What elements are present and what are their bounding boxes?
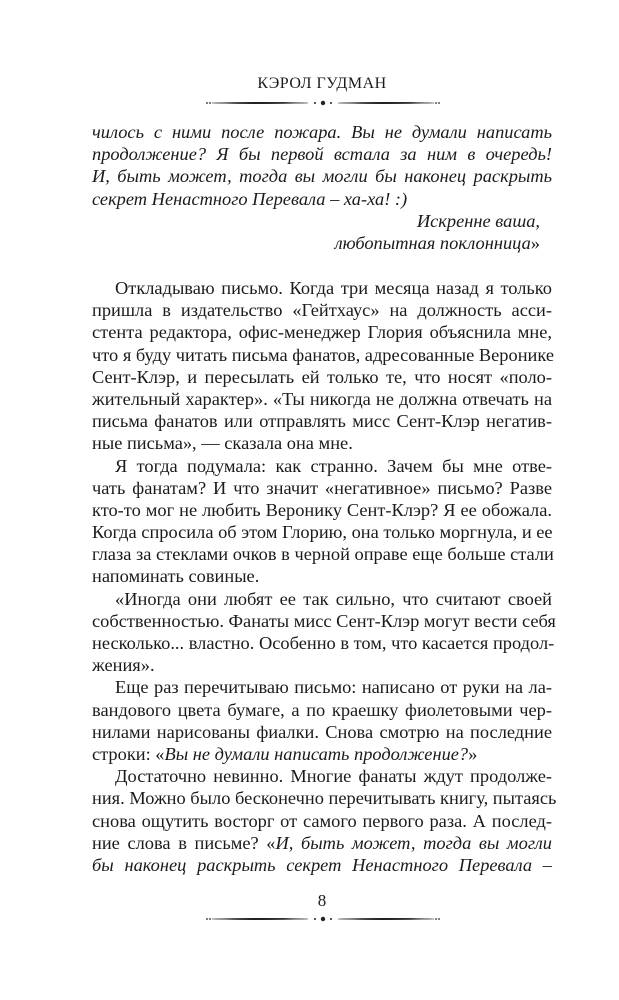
text: Еще раз перечитываю письмо: написано от руки на ла-	[115, 677, 552, 698]
text: Я тогда подумала: как странно. Зачем бы мне отве-	[115, 455, 552, 476]
text-line	[92, 832, 552, 854]
text: Откладываю письмо. Когда три месяца назад я только	[115, 278, 552, 298]
text: несколько... властно. Особенно в том, что касается продол-	[92, 633, 555, 653]
text-line	[92, 765, 552, 787]
text-line	[92, 410, 552, 432]
text: ные письма», — сказала она мне.	[92, 433, 353, 454]
text-line	[92, 699, 552, 721]
text-line	[92, 499, 552, 521]
text: ния. Можно было бесконечно перечитывать книгу, пытаясь	[92, 788, 557, 809]
text-line	[92, 854, 552, 876]
text-line	[92, 143, 552, 165]
text-line	[92, 632, 555, 654]
footer-ornament	[205, 914, 441, 924]
text-line	[92, 432, 552, 454]
italic-text: И, быть может, тогда вы могли бы наконец раскрыть	[92, 166, 552, 187]
text-line	[92, 388, 552, 410]
page-number: 8	[317, 891, 327, 910]
italic-text: чилось с ними после пожара. Вы не думали написать	[92, 122, 552, 142]
text-line	[92, 277, 552, 299]
text-line	[92, 588, 552, 610]
text-line	[92, 610, 556, 632]
text: ние слова в письме? «	[92, 832, 276, 853]
text: глаза за стеклами очков в черной оправе еще больше стали	[92, 544, 554, 565]
text-line	[92, 521, 552, 543]
text-line	[92, 344, 555, 366]
running-header-author: КЭРОЛ ГУДМАН	[257, 75, 387, 92]
text-line	[92, 188, 552, 210]
text-line	[92, 743, 552, 765]
body-text	[92, 277, 557, 876]
text-line	[92, 654, 552, 676]
text: »	[468, 743, 478, 764]
text: Когда спросила об этом Глорию, она только моргнула, и ее	[92, 522, 553, 543]
italic-text: Вы не думали написать продолжение?	[164, 743, 469, 764]
italic-text: Искренне ваша,	[416, 210, 540, 231]
text: «Иногда они любят ее так сильно, что считают своей	[115, 588, 552, 609]
text: что я буду читать письма фанатов, адресованные Веронике	[92, 344, 555, 365]
italic-text: любопытная поклонница	[334, 232, 531, 253]
text-line	[92, 676, 552, 698]
text-line	[92, 810, 552, 832]
text-line	[92, 477, 552, 499]
text: напоминать совиные.	[92, 566, 260, 587]
letter-excerpt	[92, 121, 552, 254]
text: жения».	[92, 655, 155, 676]
text-line	[92, 543, 552, 565]
text: собственностью. Фанаты мисс Сент-Клэр могут вести себя	[92, 610, 556, 631]
text: пришла в издательство «Гейтхаус» на должность асси-	[92, 300, 552, 321]
text: Достаточно невинно. Многие фанаты ждут продолже-	[115, 766, 552, 787]
italic-text: бы наконец раскрыть секрет Ненастного Перевала –	[92, 854, 552, 875]
text-line	[92, 565, 552, 587]
text-line	[92, 321, 552, 343]
text: снова ощутить восторг от самого первого раза. А послед-	[92, 810, 552, 831]
text: нилами нарисованы фиалки. Снова смотрю на последние	[92, 721, 552, 742]
text-line	[92, 366, 552, 388]
text: стента редактора, офис-менеджер Глория объяснила мне,	[92, 322, 552, 343]
text: строки: «	[92, 743, 165, 764]
text: »	[530, 232, 540, 253]
text-line	[92, 299, 552, 321]
italic-text: продолжение? Я бы первой встала за ним в очередь!	[92, 144, 552, 165]
text: чать фанатам? И что значит «негативное» письмо? Разве	[92, 477, 552, 498]
text-line	[92, 721, 552, 743]
italic-text: И, быть может, тогда вы могли	[275, 832, 553, 853]
header-ornament	[205, 98, 441, 108]
text-line	[92, 121, 552, 143]
text-line	[92, 165, 552, 187]
text-line	[92, 455, 552, 477]
text: кто-то мог не любить Веронику Сент-Клэр? Я ее обожала.	[92, 499, 552, 520]
text: жительный характер». «Ты никогда не должна отвечать на	[92, 388, 552, 409]
text-line	[92, 232, 552, 254]
text: письма фанатов или отправлять мисс Сент-Клэр негатив-	[92, 411, 552, 432]
italic-text: секрет Ненастного Перевала – ха-ха! :)	[92, 188, 408, 209]
text-line	[92, 210, 552, 232]
text: вандового цвета бумаге, а по краешку фиолетовыми чер-	[92, 699, 552, 720]
text-line	[92, 787, 557, 809]
text: Сент-Клэр, и пересылать ей только те, что носят «поло-	[92, 366, 552, 387]
